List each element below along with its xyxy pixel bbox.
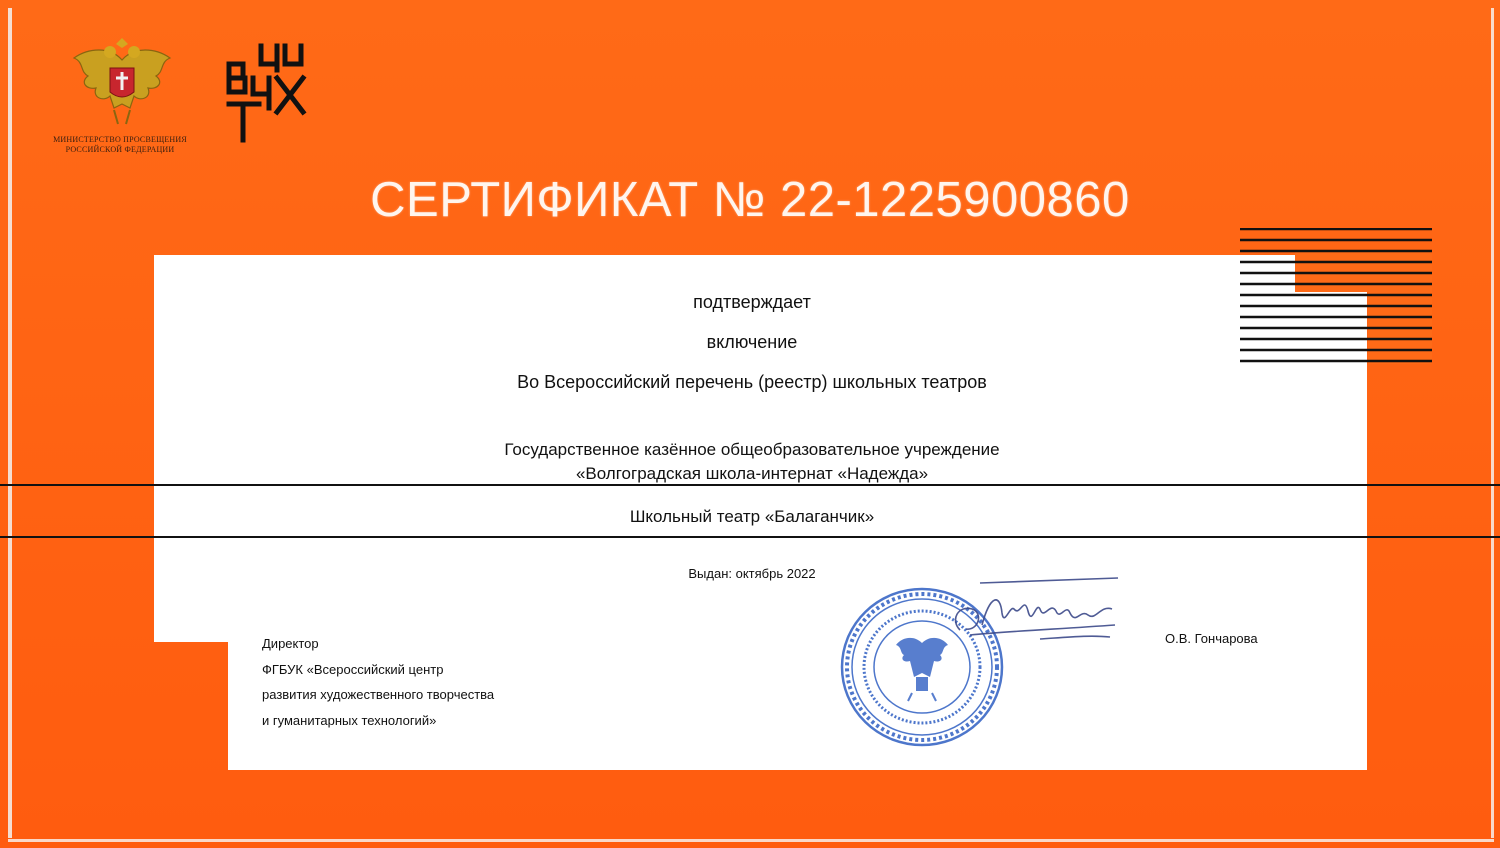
director-org-line3: и гуманитарных технологий» — [262, 712, 437, 728]
theatre-name: Школьный театр «Балаганчик» — [629, 507, 875, 526]
director-block — [262, 631, 494, 733]
issue-date: Выдан: октябрь 2022 — [688, 566, 816, 581]
frame-left — [8, 8, 12, 838]
frame-right — [1491, 8, 1494, 838]
signature-icon — [940, 575, 1125, 650]
inclusion-text: включение — [706, 332, 798, 352]
institution-line1: Государственное казённое общеобразовательное учреждение — [504, 440, 1000, 459]
ministry-line1: МИНИСТЕРСТВО ПРОСВЕЩЕНИЯ — [53, 135, 187, 144]
paper-notch — [154, 636, 228, 642]
certificate-title: СЕРТИФИКАТ № 22-1225900860 — [370, 173, 1130, 227]
registry-text: Во Всероссийский перечень (реестр) школьных театров — [517, 372, 987, 392]
vcht-logo-icon — [225, 42, 310, 144]
divider-top — [0, 484, 1500, 486]
ministry-line2: РОССИЙСКОЙ ФЕДЕРАЦИИ — [65, 145, 175, 154]
frame-bottom — [8, 839, 1494, 842]
director-org-line2: развития художественного творчества — [262, 687, 495, 702]
divider-bottom — [0, 536, 1500, 538]
director-org-line1: ФГБУК «Всероссийский центр — [262, 661, 444, 677]
confirms-text: подтверждает — [693, 292, 811, 312]
signer-name: О.В. Гончарова — [1165, 631, 1258, 646]
institution-line2: «Волгоградская школа-интернат «Надежда» — [575, 464, 929, 483]
coat-of-arms-icon — [70, 38, 174, 128]
ministry-caption — [38, 135, 202, 155]
director-title: Директор — [262, 636, 319, 651]
